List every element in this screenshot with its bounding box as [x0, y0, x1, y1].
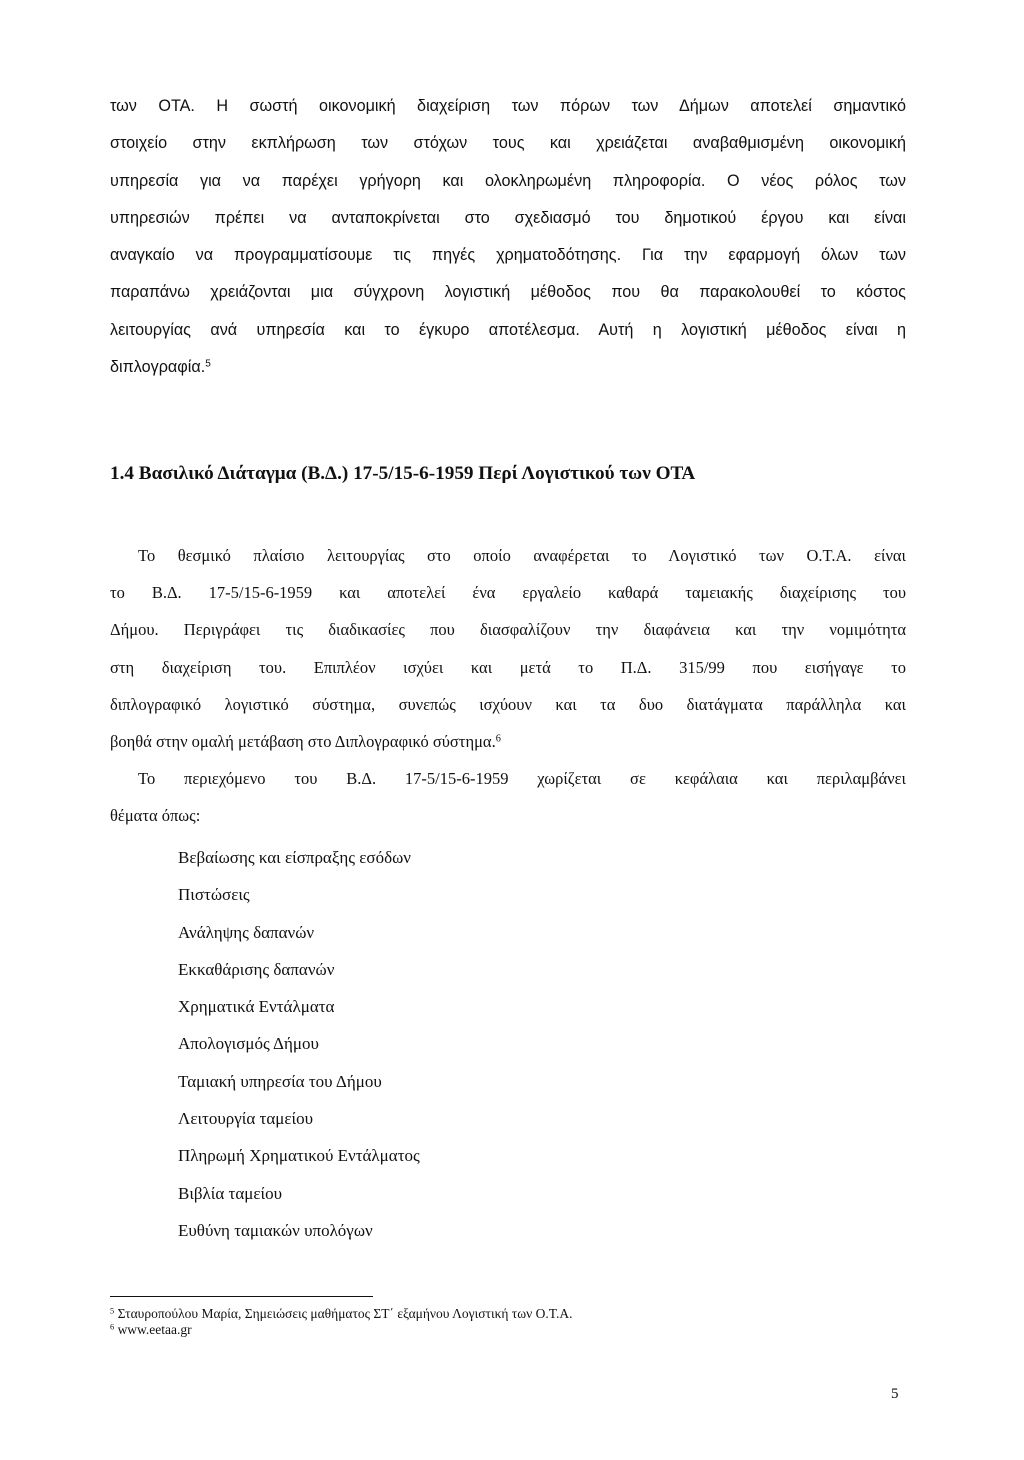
intro-line: στοιχείο στην εκπλήρωση των στόχων τους και χρειάζεται αναβαθμισμένη οικονομική	[110, 134, 906, 153]
footnote-5	[110, 1306, 572, 1322]
section-heading: 1.4 Βασιλικό Διάταγμα (Β.Δ.) 17-5/15-6-1959 Περί Λογιστικού των ΟΤΑ	[110, 463, 696, 484]
body-line: στη διαχείριση του. Επιπλέον ισχύει και μετά το Π.Δ. 315/99 που εισήγαγε το	[110, 657, 906, 677]
list-item: Χρηματικά Εντάλματα	[178, 997, 335, 1017]
list-item: Πιστώσεις	[178, 885, 250, 905]
list-item: Βιβλία ταμείου	[178, 1183, 283, 1203]
body-line: το Β.Δ. 17-5/15-6-1959 και αποτελεί ένα εργαλείο καθαρά ταμειακής διαχείρισης του	[110, 583, 906, 603]
body-line-text: βοηθά στην ομαλή μετάβαση στο Διπλογραφικό σύστημα.	[110, 731, 496, 751]
intro-line: λειτουργίας ανά υπηρεσία και το έγκυρο αποτέλεσμα. Αυτή η λογιστική μέθοδος είναι η	[110, 320, 906, 339]
footnote-ref-6[interactable]: 6	[495, 733, 501, 745]
intro-line-last	[110, 349, 906, 386]
list-item: Εκκαθάρισης δαπανών	[178, 959, 335, 979]
footnote-number: 6	[110, 1322, 115, 1332]
footnote-ref-5[interactable]: 5	[205, 358, 211, 370]
body-paragraph	[110, 537, 906, 835]
list-item: Ταμιακή υπηρεσία του Δήμου	[178, 1071, 382, 1091]
footnote-separator	[110, 1296, 373, 1297]
list-item: Απολογισμός Δήμου	[178, 1034, 319, 1054]
list-item: Ευθύνη ταμιακών υπολόγων	[178, 1220, 373, 1240]
contents-line: θέματα όπως:	[110, 806, 201, 826]
footnote-link[interactable]: www.eetaa.gr	[117, 1322, 192, 1337]
footnotes	[110, 1306, 572, 1338]
body-line: διπλογραφικό λογιστικό σύστημα, συνεπώς ισχύουν και τα δυο διατάγματα παράλληλα και	[110, 694, 906, 714]
list-item: Λειτουργία ταμείου	[178, 1109, 313, 1129]
body-line: Το θεσμικό πλαίσιο λειτουργίας στο οποίο αναφέρεται το Λογιστικό των Ο.Τ.Α. είναι	[138, 546, 906, 565]
intro-line: παραπάνω χρειάζονται μια σύγχρονη λογιστική μέθοδος που θα παρακολουθεί το κόστος	[110, 283, 906, 302]
intro-line: υπηρεσιών πρέπει να ανταποκρίνεται στο σχεδιασμό του δημοτικού έργου και είναι	[110, 208, 906, 227]
footnote-text: Σταυροπούλου Μαρία, Σημειώσεις μαθήματος ΣΤ΄ εξαμήνου Λογιστική των Ο.Τ.Α.	[117, 1306, 573, 1321]
intro-line: των ΟΤΑ. Η σωστή οικονομική διαχείριση των πόρων των Δήμων αποτελεί σημαντικό	[110, 97, 906, 115]
list-item: Ανάληψης δαπανών	[178, 922, 315, 942]
body-line-last	[110, 723, 906, 760]
intro-paragraph	[110, 88, 906, 386]
body-line: Δήμου. Περιγράφει τις διαδικασίες που διασφαλίζουν την διαφάνεια και την νομιμότητα	[110, 620, 906, 640]
footnote-number: 5	[110, 1306, 115, 1316]
intro-line: υπηρεσία για να παρέχει γρήγορη και ολοκληρωμένη πληροφορία. Ο νέος ρόλος των	[110, 171, 906, 190]
page-number: 5	[891, 1386, 899, 1402]
topics-list	[178, 839, 420, 1249]
footnote-6	[110, 1322, 572, 1338]
list-item: Βεβαίωσης και είσπραξης εσόδων	[178, 848, 411, 867]
intro-line-text: διπλογραφία.	[110, 358, 206, 377]
intro-line: αναγκαίο να προγραμματίσουμε τις πηγές χρηματοδότησης. Για την εφαρμογή όλων των	[110, 246, 906, 265]
list-item: Πληρωμή Χρηματικού Εντάλματος	[178, 1146, 420, 1166]
contents-line: Το περιεχόμενο του Β.Δ. 17-5/15-6-1959 χωρίζεται σε κεφάλαια και περιλαμβάνει	[138, 769, 906, 789]
